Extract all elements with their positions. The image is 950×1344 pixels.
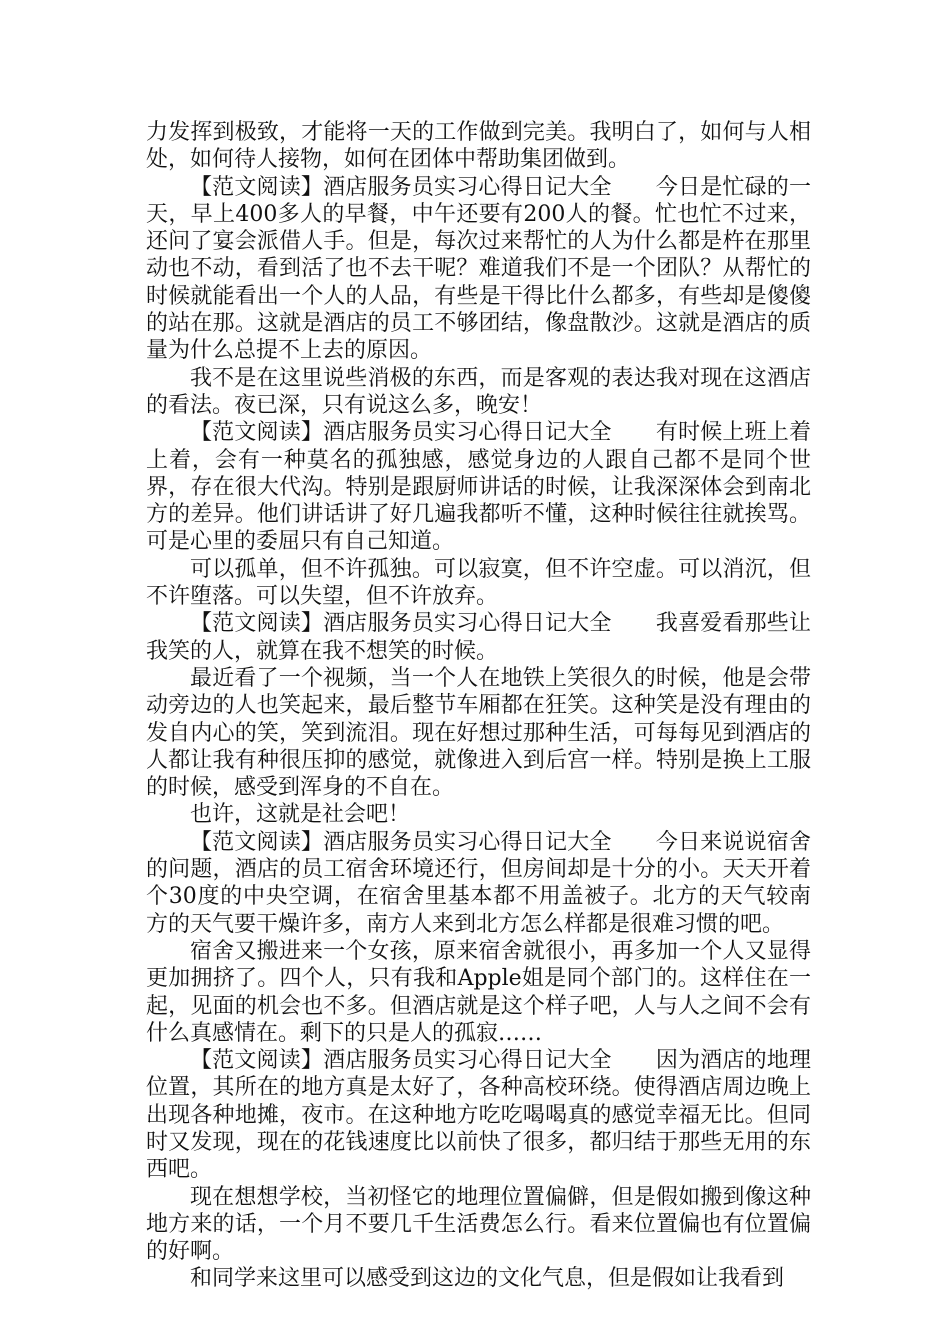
paragraph-continuation: 力发挥到极致，才能将一天的工作做到完美。我明白了，如何与人相处，如何待人接物，如何在团体中帮助集团做到。 (146, 120, 811, 173)
paragraph-roommates: 宿舍又搬进来一个女孩，原来宿舍就很小，再多加一个人又显得更加拥挤了。四个人，只有我和Apple姐是同个部门的。这样住在一起，见面的机会也不多。但酒店就是这个样子吧，人与人之间不会有什么真感情在。剩下的只是人的孤寂…… (146, 938, 811, 1046)
paragraph-diary-dormitory: 【范文阅读】酒店服务员实习心得日记大全 今日来说说宿舍的问题，酒店的员工宿舍环境还行，但房间却是十分的小。天天开着个30度的中央空调，在宿舍里基本都不用盖被子。北方的天气较南方的天气要干燥许多，南方人来到北方怎么样都是很难习惯的吧。 (146, 829, 811, 937)
paragraph-subway-video: 最近看了一个视频，当一个人在地铁上笑很久的时候，他是会带动旁边的人也笑起来，最后整节车厢都在狂笑。这种笑是没有理由的发自内心的笑，笑到流泪。现在好想过那种生活，可每每见到酒店的人都让我有种很压抑的感觉，就像进入到后宫一样。特别是换上工服的时候，感受到浑身的不自在。 (146, 665, 811, 801)
paragraph-school-location: 现在想想学校，当初怪它的地理位置偏僻，但是假如搬到像这种地方来的话，一个月不要几千生活费怎么行。看来位置偏也有位置偏的好啊。 (146, 1184, 811, 1265)
paragraph-diary-location: 【范文阅读】酒店服务员实习心得日记大全 因为酒店的地理位置，其所在的地方真是太好了，各种高校环绕。使得酒店周边晚上出现各种地摊，夜市。在这种地方吃吃喝喝真的感觉幸福无比。但同时又发现，现在的花钱速度比以前快了很多，都归结于那些无用的东西吧。 (146, 1048, 811, 1183)
paragraph-diary-laughter: 【范文阅读】酒店服务员实习心得日记大全 我喜爱看那些让我笑的人，就算在我不想笑的时候。 (146, 611, 811, 664)
paragraph-culture: 和同学来这里可以感受到这边的文化气息，但是假如让我看到 (190, 1266, 785, 1292)
document-body (146, 119, 811, 1293)
paragraph-diary-loneliness: 【范文阅读】酒店服务员实习心得日记大全 有时候上班上着上着，会有一种莫名的孤独感，感觉身边的人跟自己都不是同个世界，存在很大代沟。特别是跟厨师讲话的时候，让我深深体会到南北方的差异。他们讲话讲了好几遍我都听不懂，这种时候往往就挨骂。可是心里的委屈只有自己知道。 (146, 420, 811, 555)
paragraph-motto: 可以孤单，但不许孤独。可以寂寞，但不许空虚。可以消沉，但不许堕落。可以失望，但不许放弃。 (146, 556, 811, 610)
paragraph-society: 也许，这就是社会吧！ (190, 802, 411, 828)
paragraph-good-night: 我不是在这里说些消极的东西，而是客观的表达我对现在这酒店的看法。夜已深，只有说这么多，晚安！ (146, 365, 811, 418)
paragraph-diary-busy-day: 【范文阅读】酒店服务员实习心得日记大全 今日是忙碌的一天，早上400多人的早餐，中午还要有200人的餐。忙也忙不过来，还问了宴会派借人手。但是，每次过来帮忙的人为什么都是杵在那里动也不动，看到活了也不去干呢？难道我们不是一个团队？从帮忙的时候就能看出一个人的人品，有些是干得比什么都多，有些却是傻傻的站在那。这就是酒店的员工不够团结，像盘散沙。这就是酒店的质量为什么总提不上去的原因。 (146, 174, 811, 364)
